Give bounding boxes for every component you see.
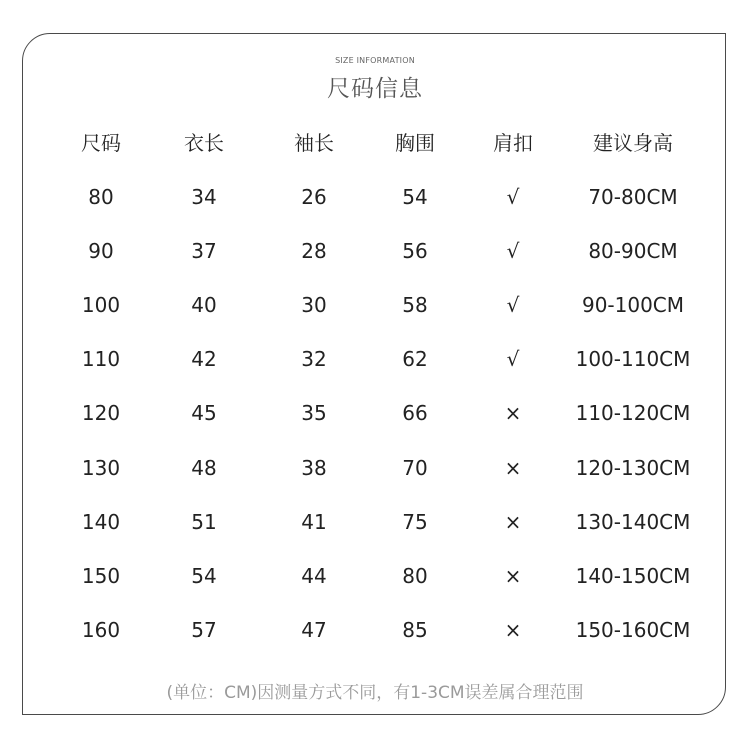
sleeve-cell: 41 (301, 510, 327, 534)
length-cell: 42 (191, 347, 217, 371)
header-row (0, 128, 750, 158)
sleeve-cell: 28 (301, 239, 327, 263)
length-cell: 51 (191, 510, 217, 534)
length-cell: 57 (191, 618, 217, 642)
height-cell: 120-130CM (575, 456, 691, 480)
length-cell: 40 (191, 293, 217, 317)
header-cell: 建议身高 (593, 131, 673, 155)
table-row (0, 615, 750, 645)
chest-cell: 80 (402, 564, 428, 588)
sleeve-cell: 30 (301, 293, 327, 317)
sleeve-cell: 47 (301, 618, 327, 642)
header-cell: 肩扣 (493, 131, 533, 155)
button-cell: × (504, 564, 522, 588)
length-cell: 48 (191, 456, 217, 480)
length-cell: 54 (191, 564, 217, 588)
table-row (0, 507, 750, 537)
sleeve-cell: 35 (301, 401, 327, 425)
table-row (0, 398, 750, 428)
size-cell: 130 (81, 456, 121, 480)
height-cell: 140-150CM (575, 564, 691, 588)
table-row (0, 453, 750, 483)
table-row (0, 561, 750, 591)
page-title: 尺码信息 (327, 76, 423, 102)
size-cell: 150 (81, 564, 121, 588)
table-row (0, 344, 750, 374)
size-cell: 90 (88, 239, 114, 263)
chest-cell: 75 (402, 510, 428, 534)
chest-cell: 58 (402, 293, 428, 317)
chest-cell: 56 (402, 239, 428, 263)
length-cell: 37 (191, 239, 217, 263)
button-cell: √ (506, 347, 520, 371)
subtitle: SIZE INFORMATION (335, 56, 415, 65)
size-cell: 110 (81, 347, 121, 371)
sleeve-cell: 32 (301, 347, 327, 371)
chest-cell: 66 (402, 401, 428, 425)
button-cell: × (504, 618, 522, 642)
chest-cell: 85 (402, 618, 428, 642)
button-cell: × (504, 401, 522, 425)
length-cell: 45 (191, 401, 217, 425)
sleeve-cell: 38 (301, 456, 327, 480)
sleeve-cell: 44 (301, 564, 327, 588)
button-cell: √ (506, 293, 520, 317)
size-cell: 100 (81, 293, 121, 317)
height-cell: 150-160CM (575, 618, 691, 642)
header-cell: 衣长 (184, 131, 224, 155)
size-cell: 140 (81, 510, 121, 534)
length-cell: 34 (191, 185, 217, 209)
button-cell: × (504, 510, 522, 534)
table-row (0, 236, 750, 266)
table-row (0, 182, 750, 212)
height-cell: 80-90CM (588, 239, 678, 263)
sleeve-cell: 26 (301, 185, 327, 209)
height-cell: 70-80CM (588, 185, 678, 209)
button-cell: √ (506, 185, 520, 209)
height-cell: 100-110CM (575, 347, 691, 371)
chest-cell: 62 (402, 347, 428, 371)
measurement-footnote: (单位：CM)因测量方式不同，有1-3CM误差属合理范围 (166, 683, 584, 703)
header-cell: 胸围 (395, 131, 435, 155)
size-cell: 160 (81, 618, 121, 642)
size-cell: 120 (81, 401, 121, 425)
table-row (0, 290, 750, 320)
chest-cell: 54 (402, 185, 428, 209)
button-cell: × (504, 456, 522, 480)
height-cell: 90-100CM (581, 293, 685, 317)
size-cell: 80 (88, 185, 114, 209)
button-cell: √ (506, 239, 520, 263)
height-cell: 130-140CM (575, 510, 691, 534)
header-cell: 袖长 (294, 131, 334, 155)
height-cell: 110-120CM (575, 401, 691, 425)
chest-cell: 70 (402, 456, 428, 480)
header-cell: 尺码 (81, 131, 121, 155)
